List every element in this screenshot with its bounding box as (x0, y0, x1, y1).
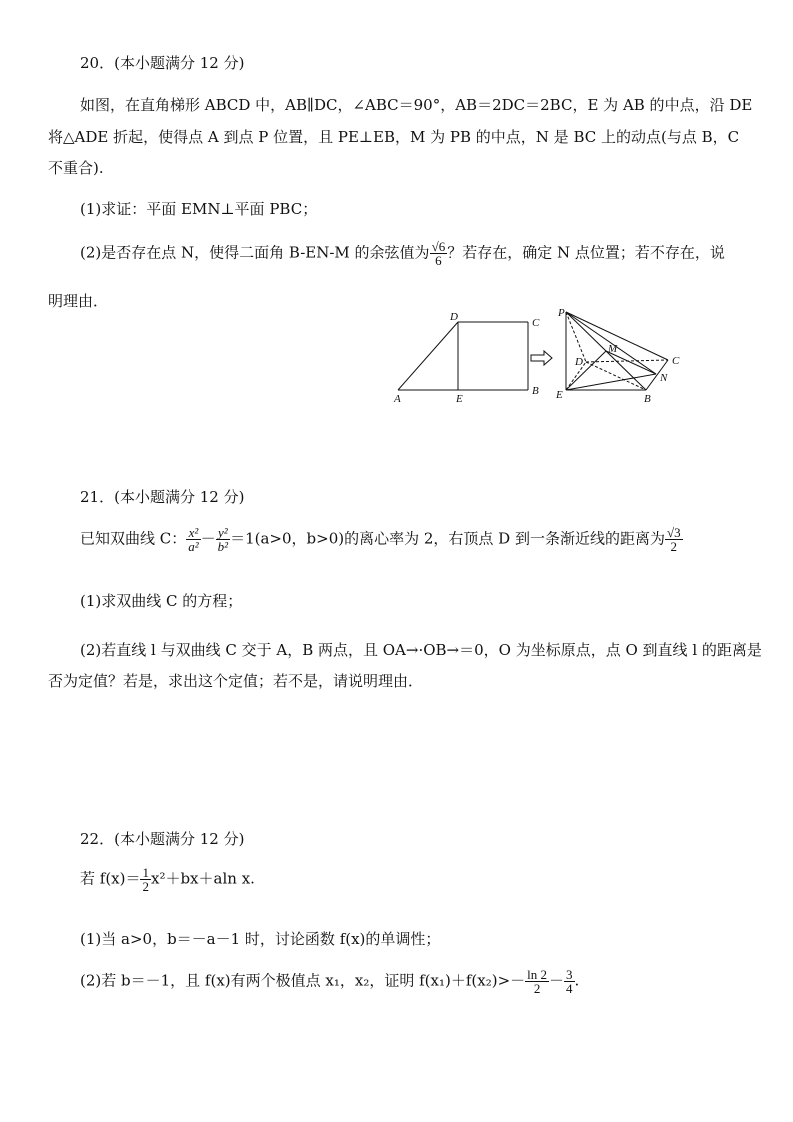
q20-part1: (1)求证：平面 EMN⊥平面 PBC； (80, 200, 318, 218)
x2-over-a2 (186, 526, 200, 553)
fold-arrow-icon (531, 351, 552, 365)
fraction-denominator: 6 (435, 253, 442, 268)
q20-part2-line1 (80, 240, 725, 267)
fraction-denominator: a² (188, 539, 199, 554)
q21-intro-text-b: ＝1(a>0，b>0)的离心率为 2，右顶点 D 到一条渐近线的距离为 (230, 529, 665, 548)
q21-part2-line1: (2)若直线 l 与双曲线 C 交于 A，B 两点，且 OA→·OB→＝0，O 为坐标原点，点 O 到直线 l 的距离是 (80, 641, 762, 659)
fraction-numerator: x² (186, 526, 200, 540)
y2-over-b2 (216, 526, 230, 553)
trapezoid-figure (393, 311, 540, 405)
q22-part1: (1)当 a>0，b＝－a－1 时，讨论函数 f(x)的单调性； (80, 930, 441, 948)
fraction-numerator: 3 (566, 967, 573, 982)
fraction-numerator: ln 2 (527, 967, 548, 982)
q22-part2-text: (2)若 b＝－1，且 f(x)有两个极值点 x₁，x₂，证明 f(x₁)＋f(x₂)>－ (80, 971, 526, 990)
q21-part1: (1)求双曲线 C 的方程； (80, 592, 243, 610)
q22-function (80, 866, 255, 893)
q22-func-text-b: x²＋bx＋aln x. (150, 869, 255, 888)
label-D: D (450, 311, 458, 323)
q21-distance-fraction (665, 526, 683, 553)
label-B2: B (644, 393, 651, 405)
q20-part2-text-a: (2)是否存在点 N，使得二面角 B-EN-M 的余弦值为 (80, 243, 430, 262)
fraction-denominator: 2 (533, 981, 541, 996)
fraction-denominator: 2 (670, 539, 678, 554)
q20-body-line2: 将△ADE 折起，使得点 A 到点 P 位置，且 PE⊥EB，M 为 PB 的中点，N 是 BC 上的动点(与点 B，C (48, 128, 740, 146)
fraction-denominator: b² (217, 539, 229, 554)
q20-body-line1: 如图，在直角梯形 ABCD 中，AB∥DC，∠ABC＝90°，AB＝2DC＝2BC，E 为 AB 的中点，沿 DE (80, 96, 753, 114)
q20-figure (388, 306, 688, 406)
fraction-numerator: y² (216, 526, 230, 540)
q22-part2 (80, 968, 579, 995)
label-E2: E (556, 389, 563, 401)
q21-intro: 已知双曲线 C： $\frac{\text{x²}}{\text{a²}}$ － $\frac{\text{y²}}{\text{b²}}$ ＝1(a>0，b>0)的离心率为 2，右顶点 D 到一条渐近线的距离为 $\frac{√3}{2}$ (80, 525, 681, 554)
one-half-fraction (140, 866, 151, 893)
q20-body-line3: 不重合). (48, 159, 104, 177)
label-N: N (660, 372, 668, 384)
label-D2: D (575, 356, 583, 368)
label-M: M (608, 343, 618, 355)
label-E: E (456, 393, 463, 405)
fraction-numerator: √3 (666, 525, 681, 540)
q21-part2-line2: 否为定值？若是，求出这个定值；若不是，请说明理由． (48, 672, 424, 690)
label-B: B (532, 385, 539, 397)
fraction-numerator: 1 (142, 865, 149, 880)
q22-header: 22．(本小题满分 12 分) (80, 830, 245, 848)
q21-intro-text-a: 已知双曲线 C： (80, 529, 187, 548)
q20-cos-fraction (430, 240, 448, 267)
period: . (574, 971, 580, 990)
fraction-numerator: √6 (431, 239, 446, 254)
fraction-denominator: 4 (566, 981, 573, 996)
q21-header: 21．(本小题满分 12 分) (80, 488, 245, 506)
q22-func-text-a: 若 f(x)＝ (80, 869, 141, 888)
q20-header: 20．(本小题满分 12 分) (80, 54, 245, 72)
label-C2: C (672, 355, 680, 367)
label-C: C (532, 317, 540, 329)
q20-part2-line2: 明理由． (48, 292, 109, 310)
ln2-over-2-fraction (525, 968, 549, 995)
three-quarters-fraction (564, 968, 575, 995)
q20-part2-text-b: ？若存在，确定 N 点位置；若不存在，说 (447, 243, 725, 262)
fraction-denominator: 2 (142, 879, 149, 894)
folded-pyramid-figure (555, 307, 680, 405)
label-P: P (558, 307, 565, 319)
minus-sign: － (549, 971, 565, 990)
label-A: A (394, 393, 401, 405)
